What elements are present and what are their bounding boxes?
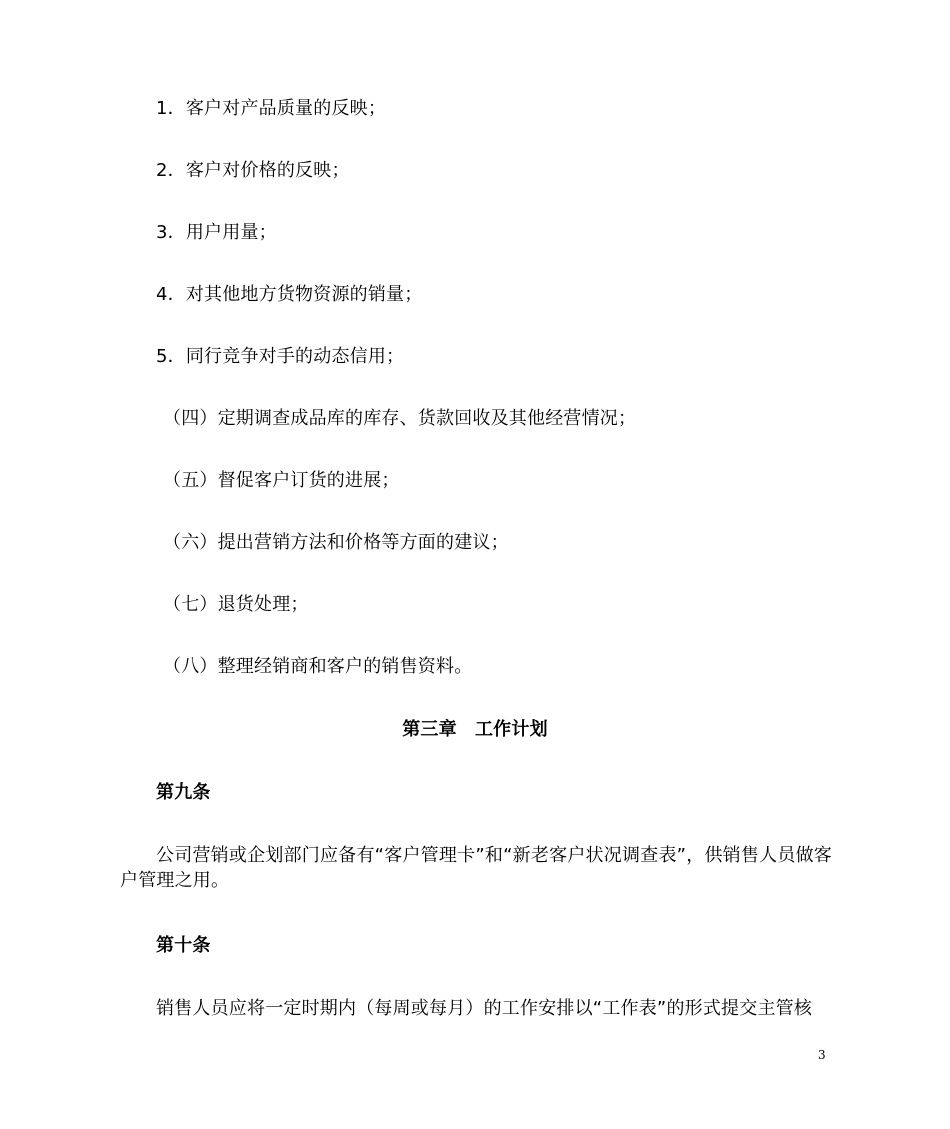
page-number: 3	[818, 1048, 826, 1062]
subsection-8: （八）整理经销商和客户的销售资料。	[163, 656, 473, 677]
article-9-paragraph: 公司营销或企划部门应备有“客户管理卡”和“新老客户状况调查表”，供销售人员做客户管理之用。	[120, 845, 832, 891]
list-item-4: 4．对其他地方货物资源的销量；	[156, 284, 423, 305]
list-item-1: 1．客户对产品质量的反映；	[156, 98, 387, 119]
subsection-4: （四）定期调查成品库的库存、货款回收及其他经营情况；	[163, 408, 637, 429]
list-item-2: 2．客户对价格的反映；	[156, 160, 350, 181]
subsection-7: （七）退货处理；	[163, 594, 309, 615]
list-item-3: 3．用户用量；	[156, 222, 277, 243]
list-item-5: 5．同行竞争对手的动态信用；	[156, 346, 405, 367]
subsection-5: （五）督促客户订货的进展；	[163, 470, 400, 491]
article-10-title: 第十条	[156, 935, 211, 956]
subsection-6: （六）提出营销方法和价格等方面的建议；	[163, 532, 509, 553]
article-10-paragraph: 销售人员应将一定时期内（每周或每月）的工作安排以“工作表”的形式提交主管核	[156, 998, 813, 1019]
article-9-title: 第九条	[156, 782, 211, 803]
chapter-heading: 第三章 工作计划	[402, 719, 548, 740]
